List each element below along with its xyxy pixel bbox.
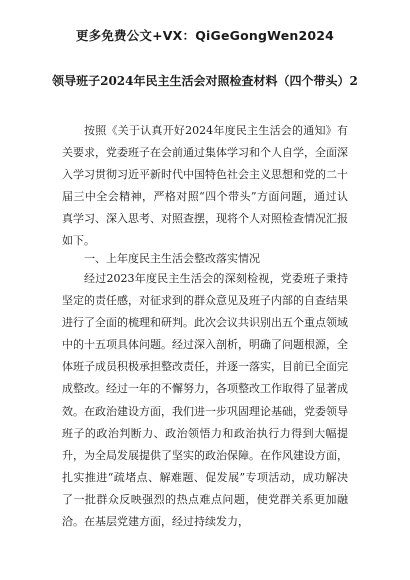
intro-paragraph: 按照《关于认真开好2024年度民主生活会的通知》有关要求，党委班子在会前通过集体学习和个人自学，全面深入学习贯彻习近平新时代中国特色社会主义思想和党的二十届三中全会精神，严格对照“四个带头”方面问题，通过认真学习、深入思考、对照查摆，现将个人对照检查情况汇报如下。: [62, 124, 348, 248]
page-header: 更多免费公文+VX：QiGeGongWen2024: [75, 28, 335, 43]
body-paragraph: 经过2023年度民主生活会的深刻检视，党委班子秉持坚定的责任感，对征求到的群众意见及班子内部的自查结果进行了全面的梳理和研判。此次会议共识别出五个重点领域中的十五项具体问题。经过深入剖析，明确了问题根源，全体班子成员积极承担整改责任，并逐一落实，目前已全面完成整改。经过一年的不懈努力，各项整改工作取得了显著成效。在政治建设方面，我们进一步巩固理论基础，党委领导班子的政治判断力、政治领悟力和政治执行力得到大幅提升，为全局发展提供了坚实的政治保障。在作风建设方面，扎实推进“疏堵点、解难题、促发展”专项活动，成功解决了一批群众反映强烈的热点难点问题，使党群关系更加融洽。在基层党建方面，经过持续发力，: [62, 272, 348, 529]
document-title: 领导班子2024年民主生活会对照检查材料（四个带头）2: [52, 74, 358, 88]
section-heading: 一、上年度民主生活会整改落实情况: [84, 252, 260, 265]
